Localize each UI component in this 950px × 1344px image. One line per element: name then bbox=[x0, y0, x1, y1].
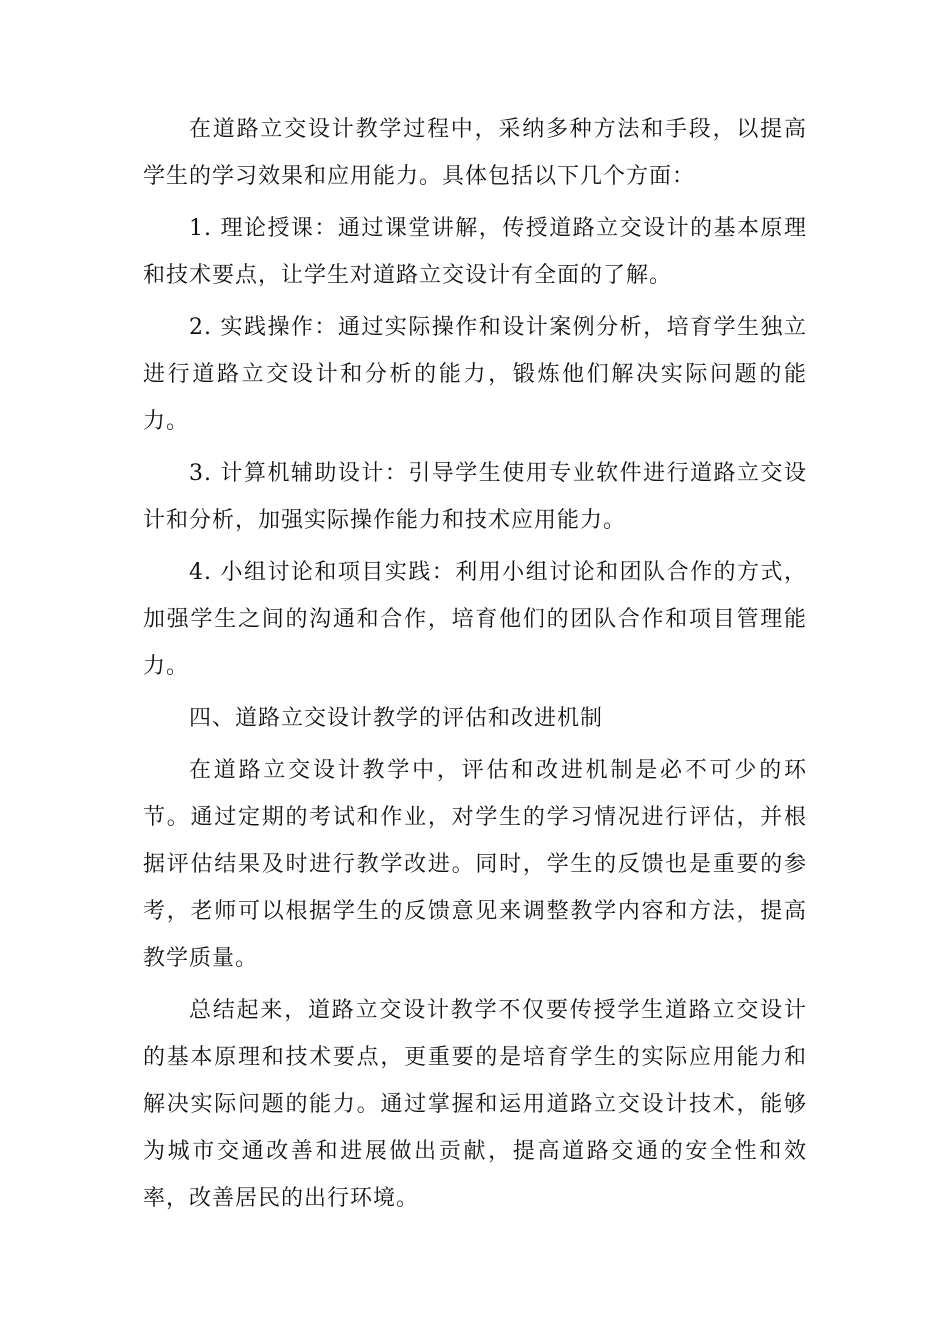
method-item-3 bbox=[143, 450, 807, 544]
method-item-4 bbox=[143, 549, 807, 690]
section-heading: 四、道路立交设计教学的评估和改进机制 bbox=[189, 706, 604, 731]
method-number-2: 2. bbox=[189, 315, 212, 340]
summary-paragraph: 总结起来，道路立交设计教学不仅要传授学生道路立交设计的基本原理和技术要点，更重要的是培育学生的实际应用能力和解决实际问题的能力。通过掌握和运用道路立交设计技术，能够为城市交通改善和进展做出贡献，提高道路交通的安全性和效率，改善居民的出行环境。 bbox=[143, 998, 807, 1211]
method-number-3: 3. bbox=[189, 461, 212, 486]
method-text-4: 小组讨论和项目实践：利用小组讨论和团队合作的方式，加强学生之间的沟通和合作，培育他们的团队合作和项目管理能力。 bbox=[143, 560, 807, 679]
document-page bbox=[143, 106, 807, 1227]
method-item-1 bbox=[143, 205, 807, 299]
method-number-4: 4. bbox=[189, 560, 212, 585]
evaluation-paragraph: 在道路立交设计教学中，评估和改进机制是必不可少的环节。通过定期的考试和作业，对学生的学习情况进行评估，并根据评估结果及时进行教学改进。同时，学生的反馈也是重要的参考，老师可以根据学生的反馈意见来调整教学内容和方法，提高教学质量。 bbox=[143, 758, 807, 971]
method-text-1: 理论授课：通过课堂讲解，传授道路立交设计的基本原理和技术要点，让学生对道路立交设计有全面的了解。 bbox=[143, 216, 807, 288]
method-text-3: 计算机辅助设计：引导学生使用专业软件进行道路立交设计和分析，加强实际操作能力和技术应用能力。 bbox=[143, 461, 807, 533]
method-item-2 bbox=[143, 304, 807, 445]
method-number-1: 1. bbox=[189, 216, 212, 241]
intro-paragraph: 在道路立交设计教学过程中，采纳多种方法和手段，以提高学生的学习效果和应用能力。具体包括以下几个方面： bbox=[143, 117, 807, 189]
method-text-2: 实践操作：通过实际操作和设计案例分析，培育学生独立进行道路立交设计和分析的能力，锻炼他们解决实际问题的能力。 bbox=[143, 315, 807, 434]
